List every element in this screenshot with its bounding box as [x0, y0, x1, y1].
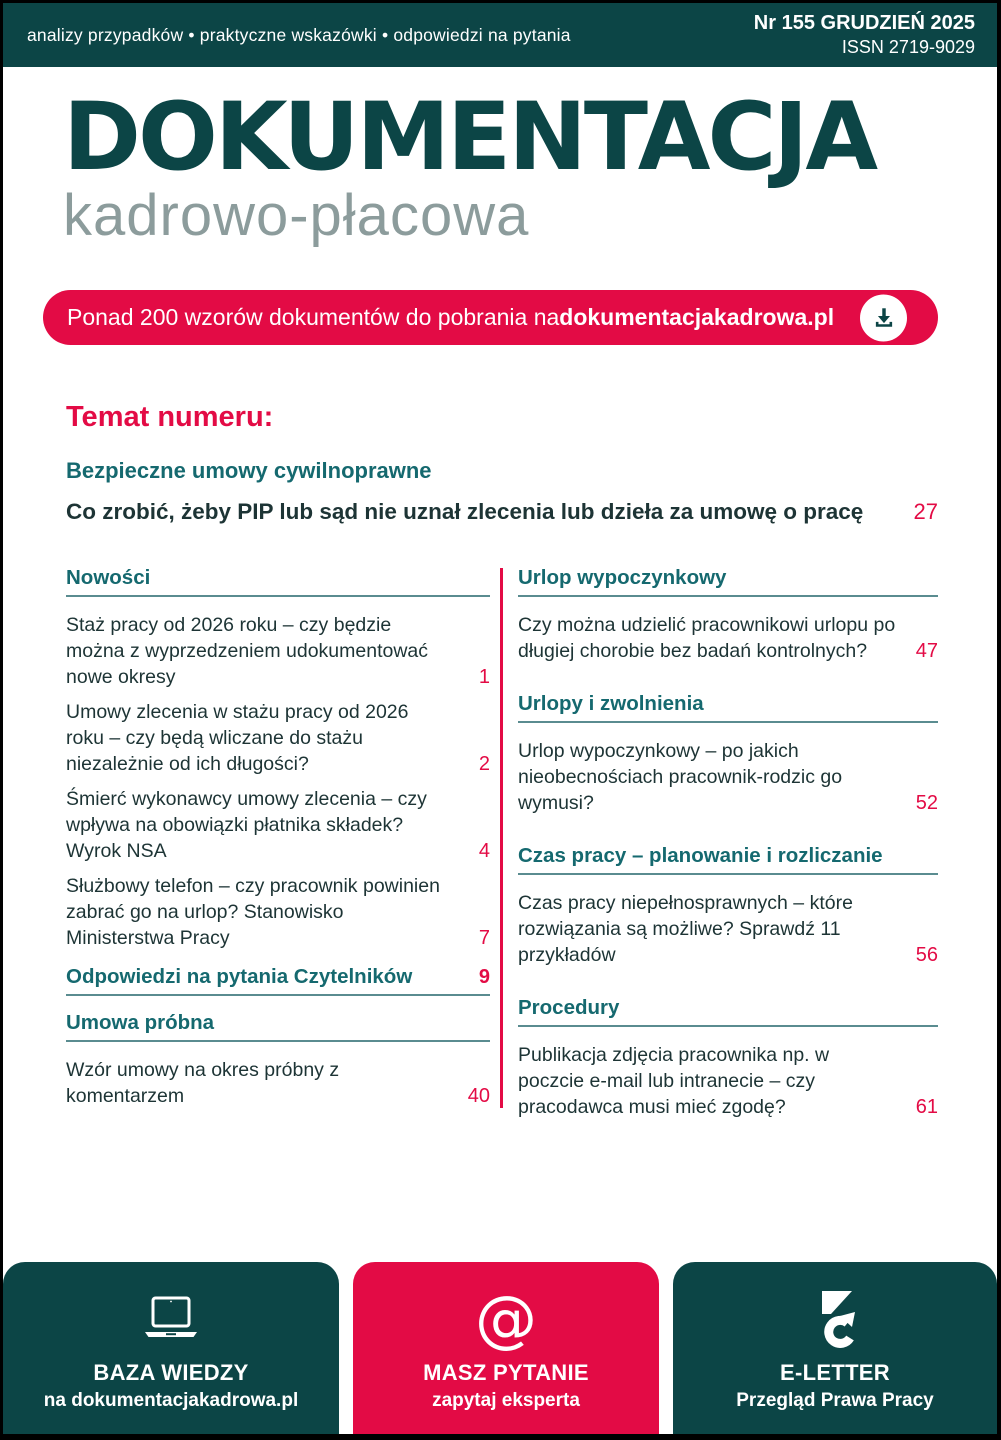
toc-entry-title: Służbowy telefon – czy pracownik powinien zabrać go na urlop? Stanowisko Ministerstwa Pracy [66, 875, 440, 949]
table-of-contents [66, 566, 938, 1148]
toc-right-column [518, 566, 938, 1148]
toc-left-column [66, 566, 490, 1148]
toc-entry[interactable] [518, 612, 938, 664]
toc-entry[interactable] [66, 873, 490, 951]
ask-expert-card[interactable] [353, 1262, 659, 1434]
toc-entry-page: 2 [478, 753, 490, 775]
toc-entry-page: 4 [478, 840, 490, 862]
card-title: BAZA WIEDZY [93, 1360, 249, 1385]
section-heading [66, 1011, 490, 1042]
section-heading [518, 844, 938, 875]
header-tagline: analizy przypadków • praktyczne wskazówki • odpowiedzi na pytania [27, 24, 571, 45]
toc-entry-title: Umowy zlecenia w stażu pracy od 2026 roku – czy będą wliczane do stażu niezależnie od ich długości? [66, 701, 409, 775]
toc-entry[interactable] [518, 1042, 938, 1120]
toc-entry-title: Publikacja zdjęcia pracownika np. w poczcie e-mail lub intranecie – czy pracodawca musi mieć zgodę? [518, 1044, 830, 1118]
toc-entry-page: 52 [915, 792, 938, 814]
section-heading-label: Czas pracy – planowanie i rozliczanie [518, 844, 883, 867]
banner-text: Ponad 200 wzorów dokumentów do pobrania na [67, 304, 560, 330]
magazine-subtitle: kadrowo-płacowa [63, 183, 530, 248]
card-subtitle: na dokumentacjakadrowa.pl [43, 1390, 299, 1411]
section-heading [66, 566, 490, 597]
section-heading [518, 996, 938, 1027]
at-sign-icon: @ [475, 1282, 537, 1355]
section-heading-label: Urlopy i zwolnienia [518, 692, 704, 715]
toc-entry-title: Śmierć wykonawcy umowy zlecenia – czy wpływa na obowiązki płatnika składek? Wyrok NSA [66, 788, 427, 862]
download-icon[interactable] [860, 294, 907, 341]
toc-entry-title: Urlop wypoczynkowy – po jakich nieobecnościach pracownik-rodzic go wymusi? [518, 740, 843, 814]
feature-label: Temat numeru: [66, 401, 274, 433]
header-bar [3, 3, 997, 67]
toc-section-czas-pracy [518, 844, 938, 968]
feature-page-number: 27 [913, 499, 938, 524]
footer-cards [3, 1262, 997, 1434]
toc-entry[interactable] [518, 738, 938, 816]
masthead [63, 83, 876, 248]
toc-entry-page: 56 [915, 944, 938, 966]
issn-number: ISSN 2719-9029 [841, 37, 975, 58]
section-heading [518, 566, 938, 597]
toc-entry-title: Staż pracy od 2026 roku – czy będzie można z wyprzedzeniem udokumentować nowe okresy [66, 614, 429, 688]
knowledge-base-card[interactable] [3, 1262, 339, 1434]
magazine-title: DOKUMENTACJA [63, 83, 876, 192]
toc-entry-title: Czas pracy niepełnosprawnych – które rozwiązania są możliwe? Sprawdź 11 przykładów [518, 892, 853, 966]
toc-entry-page: 47 [915, 640, 938, 662]
issue-block [754, 11, 975, 59]
toc-entry-title: Czy można udzielić pracownikowi urlopu po długiej chorobie bez badań kontrolnych? [518, 614, 896, 662]
laptop-icon [138, 1288, 204, 1350]
toc-section-umowa-probna [66, 1011, 490, 1109]
section-heading-label: Procedury [518, 996, 620, 1019]
toc-entry[interactable] [66, 965, 490, 996]
feature-block [66, 401, 938, 525]
toc-section-nowosci [66, 566, 490, 951]
section-heading-label: Umowa próbna [66, 1011, 215, 1034]
section-heading-label: Odpowiedzi na pytania Czytelników [66, 965, 413, 988]
issue-number: Nr 155 GRUDZIEŃ 2025 [753, 12, 975, 35]
toc-entry[interactable] [518, 890, 938, 968]
card-subtitle: zapytaj eksperta [432, 1390, 580, 1411]
toc-entry-title: Wzór umowy na okres próbny z komentarzem [66, 1059, 340, 1107]
toc-entry-page: 9 [478, 966, 490, 988]
feature-entry[interactable] [66, 499, 938, 525]
toc-entry[interactable] [66, 612, 490, 690]
toc-section-urlopy-i-zwolnienia [518, 692, 938, 816]
card-title: E-LETTER [780, 1360, 890, 1385]
toc-section-odpowiedzi [66, 965, 490, 996]
section-heading-label: Urlop wypoczynkowy [518, 566, 727, 589]
banner-domain: dokumentacjakadrowa.pl [559, 304, 835, 330]
feature-kicker: Bezpieczne umowy cywilnoprawne [66, 458, 432, 483]
e-letter-card[interactable] [673, 1262, 997, 1434]
toc-section-procedury [518, 996, 938, 1120]
toc-entry-page: 7 [478, 927, 490, 949]
toc-entry[interactable] [66, 786, 490, 864]
toc-entry[interactable] [66, 699, 490, 777]
toc-entry-page: 1 [478, 666, 490, 688]
card-title: MASZ PYTANIE [423, 1360, 589, 1385]
section-heading-label: Nowości [66, 566, 151, 589]
feature-title: Co zrobić, żeby PIP lub sąd nie uznał zlecenia lub dzieła za umowę o pracę [66, 499, 864, 524]
toc-entry[interactable] [66, 1057, 490, 1109]
card-subtitle: Przegląd Prawa Pracy [736, 1390, 934, 1411]
toc-entry-page: 61 [915, 1096, 938, 1118]
download-banner[interactable] [43, 290, 938, 345]
toc-entry-page: 40 [467, 1085, 490, 1107]
toc-section-urlop-wypoczynkowy [518, 566, 938, 664]
section-heading [518, 692, 938, 723]
e-letter-logo-icon [814, 1288, 856, 1350]
